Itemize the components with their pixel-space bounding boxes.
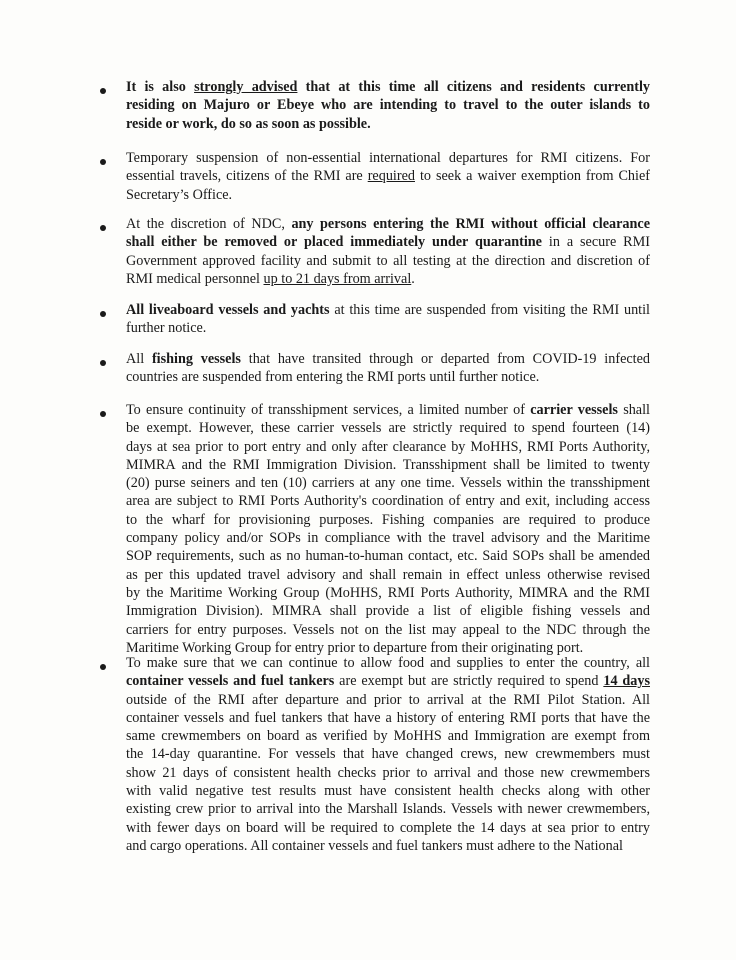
text-run: with valid negative test results must have consistent health checks along with other <box>126 783 650 800</box>
text-run: MIMRA and the RMI Immigration Division. Transshipment shall be limited to twenty <box>126 456 650 473</box>
text-run: container vessels and fuel tankers <box>126 673 335 690</box>
text-line <box>126 368 650 386</box>
text-run: shall either be removed or placed immediately under quarantine <box>126 234 542 251</box>
text-run: RMI medical personnel <box>126 270 264 287</box>
text-run: To ensure continuity of transshipment services, a limited number of <box>126 402 531 418</box>
text-run: same crewmembers on board as verified by MoHHS and Immigration are exempt from <box>126 728 650 745</box>
text-run: shall <box>617 402 650 418</box>
text-run: further notice. <box>126 320 207 337</box>
text-run: by the Maritime Working Group (MoHHS, RMI Ports Authority, MIMRA and the RMI <box>126 584 650 601</box>
bullet-dot <box>100 411 106 417</box>
text-line <box>126 438 650 456</box>
text-run: At the discretion of NDC, <box>126 216 292 232</box>
text-run: Maritime Working Group for entry prior to departure from their originating port. <box>126 639 584 656</box>
text-run: company policy and/or SOPs in compliance with the travel advisory and the Maritime <box>126 530 650 547</box>
text-line <box>126 691 650 709</box>
text-run: container vessels and fuel tankers that have a history of entering RMI ports that have the <box>126 709 650 726</box>
text-run: Temporary suspension of non-essential international departures for RMI citizens. For <box>126 150 650 166</box>
text-line <box>126 270 650 288</box>
paragraph <box>126 149 650 204</box>
text-run: SOP requirements, such as no human-to-human contact, etc. Said SOPs shall be amended <box>126 548 650 565</box>
text-run: up to 21 days from arrival <box>263 270 412 287</box>
text-run: reside or work, do so as soon as possible. <box>126 115 371 132</box>
text-run: at this time are suspended from visiting the RMI until <box>329 302 650 318</box>
text-run: (20) purse seiners and ten (10) carriers at any one time. Vessels within the transshipment <box>126 475 650 492</box>
text-run: in a secure RMI <box>541 234 650 251</box>
text-run: to seek a waiver exemption from Chief <box>414 168 650 185</box>
text-line <box>126 78 650 96</box>
bullet-dot <box>100 225 106 231</box>
text-run: Government approved facility and submit to all testing at the direction and discretion of <box>126 252 650 269</box>
text-line <box>126 149 650 167</box>
text-line <box>126 745 650 763</box>
text-line <box>126 319 650 337</box>
paragraph <box>126 401 650 657</box>
text-line <box>126 96 650 114</box>
text-run: carriers for entry purposes. Vessels not on the list may appeal to the NDC through the <box>126 621 650 638</box>
text-line <box>126 167 650 185</box>
text-line <box>126 819 650 837</box>
text-run: any persons entering the RMI without official clearance <box>291 216 650 232</box>
text-run: countries are suspended from entering the RMI ports until further notice. <box>126 369 540 386</box>
text-line <box>126 252 650 270</box>
text-line <box>126 529 650 547</box>
text-line <box>126 837 650 855</box>
text-line <box>126 419 650 437</box>
text-run: be exempt. However, these carrier vessels are strictly required to spend fourteen (14) <box>126 420 650 437</box>
text-run: days at sea prior to port entry and only after clearance by MoHHS, RMI Ports Authority, <box>126 438 650 455</box>
text-run: 14 days <box>603 673 650 690</box>
text-run: the 14-day quarantine. For vessels that have changed crews, new crewmembers must <box>126 746 650 763</box>
text-line <box>126 115 650 133</box>
text-run: as per this updated travel advisory and shall remain in effect unless otherwise revised <box>126 566 650 583</box>
bullet-dot <box>100 88 106 94</box>
text-line <box>126 350 650 368</box>
text-run: carrier vessels <box>530 402 618 418</box>
text-line <box>126 456 650 474</box>
bullet-dot <box>100 311 106 317</box>
paragraph <box>126 350 650 387</box>
text-line <box>126 654 650 672</box>
text-line <box>126 672 650 690</box>
text-run: with fewer days on board will be required to complete the 14 days at sea prior to entry <box>126 819 650 836</box>
text-line <box>126 566 650 584</box>
text-line <box>126 215 650 233</box>
text-run: outside of the RMI after departure and prior to arrival at the RMI Pilot Station. All <box>126 691 650 708</box>
bullet-dot <box>100 664 106 670</box>
bullet-dot <box>100 360 106 366</box>
text-run: essential travels, citizens of the RMI are <box>126 168 368 185</box>
text-run: existing crew prior to arrival into the Marshall Islands. Vessels with newer crewmembers, <box>126 801 650 818</box>
text-line <box>126 584 650 602</box>
text-line <box>126 401 650 419</box>
text-line <box>126 764 650 782</box>
text-run: area are subject to RMI Ports Authority's coordination of entry and exit, including access <box>126 493 650 510</box>
text-line <box>126 709 650 727</box>
text-line <box>126 233 650 251</box>
text-run: To make sure that we can continue to allow food and supplies to enter the country, all <box>126 655 650 671</box>
text-run: All liveaboard vessels and yachts <box>126 302 330 318</box>
text-line <box>126 800 650 818</box>
paragraph <box>126 654 650 855</box>
text-run: to the wharf for provisioning purposes. Fishing companies are required to produce <box>126 511 650 528</box>
text-line <box>126 727 650 745</box>
text-run: All <box>126 351 152 367</box>
text-line <box>126 474 650 492</box>
bullet-dot <box>100 159 106 165</box>
text-run: Secretary’s Office. <box>126 186 233 203</box>
text-line <box>126 602 650 620</box>
text-run: fishing vessels <box>151 351 241 367</box>
text-run: strongly advised <box>194 79 298 95</box>
text-run: show 21 days of consistent health checks prior to arrival and those new crewmembers <box>126 764 650 781</box>
text-line <box>126 511 650 529</box>
paragraph <box>126 301 650 338</box>
text-line <box>126 301 650 319</box>
text-line <box>126 186 650 204</box>
paragraph <box>126 215 650 288</box>
text-line <box>126 621 650 639</box>
text-line <box>126 782 650 800</box>
text-run: and cargo operations. All container vessels and fuel tankers must adhere to the National <box>126 837 623 854</box>
paragraph <box>126 78 650 133</box>
text-run: . <box>411 270 415 287</box>
text-run: Immigration Division). MIMRA shall provide a list of eligible fishing vessels and <box>126 603 650 620</box>
text-run: are exempt but are strictly required to spend <box>334 673 604 690</box>
text-run: that have transited through or departed from COVID-19 infected <box>240 351 650 367</box>
text-run: residing on Majuro or Ebeye who are intending to travel to the outer islands to <box>126 97 650 114</box>
text-line <box>126 547 650 565</box>
text-run: that at this time all citizens and residents currently <box>297 79 650 95</box>
text-run: It is also <box>126 79 195 95</box>
text-line <box>126 492 650 510</box>
text-run: required <box>367 168 415 185</box>
